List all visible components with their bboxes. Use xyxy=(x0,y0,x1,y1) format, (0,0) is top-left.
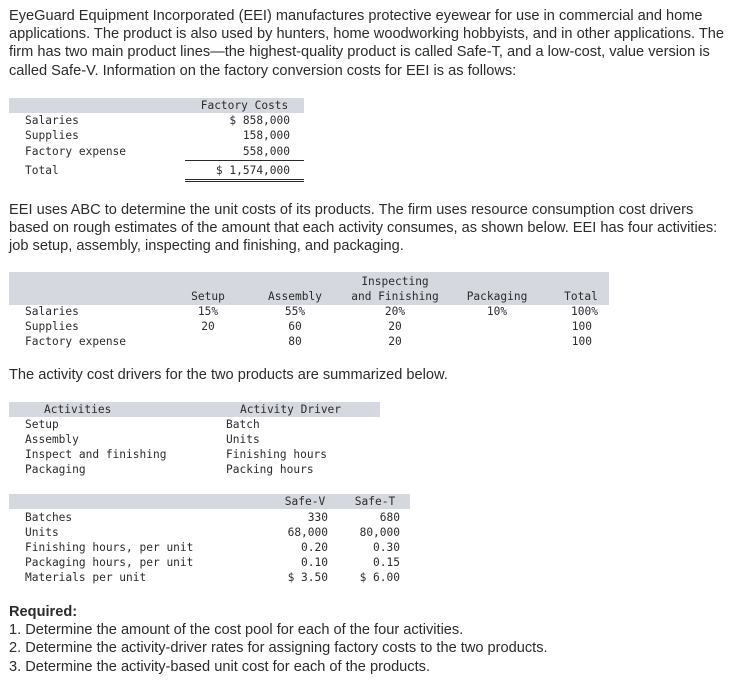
cell-safe-v: $ 3.50 xyxy=(287,571,328,584)
row-label: Factory expense xyxy=(25,335,127,348)
col-header-driver: Activity Driver xyxy=(240,403,342,416)
required-title: Required: xyxy=(9,604,78,620)
cell-inspecting: 20 xyxy=(388,320,402,333)
col-header-assembly: Assembly xyxy=(268,290,322,303)
row-label: Packaging hours, per unit xyxy=(25,556,194,569)
cell-inspecting: 20% xyxy=(384,305,406,318)
required-item: 1. Determine the amount of the cost pool for each of the four activities. xyxy=(9,622,464,639)
cell-total: 100 xyxy=(571,335,592,348)
col-header-finishing: and Finishing xyxy=(351,290,439,303)
activity-name: Packaging xyxy=(25,463,86,476)
cell-assembly: 55% xyxy=(284,305,306,318)
row-value: 158,000 xyxy=(242,129,290,142)
cell-safe-v: 0.20 xyxy=(301,541,328,554)
drivers-paragraph: The activity cost drivers for the two products are summarized below. xyxy=(9,367,448,383)
cell-assembly: 60 xyxy=(288,320,302,333)
cell-safe-t: $ 6.00 xyxy=(359,571,400,584)
col-header-total: Total xyxy=(564,290,598,303)
cell-safe-v: 330 xyxy=(307,511,328,524)
row-label: Batches xyxy=(25,511,73,524)
cell-safe-t: 680 xyxy=(379,511,400,524)
total-rule xyxy=(185,160,304,161)
intro-paragraph: EyeGuard Equipment Incorporated (EEI) manufactures protective eyewear for use in commercial and home applications. The product is also used by hunters, home woodworking hobbyists, and in other applications. The firm has two main product lines—the highest-quality product is called Safe-T, and a low-cost, value version is called Safe-V. Information on the factory conversion costs for EEI is as follows: xyxy=(9,8,724,79)
required-item: 3. Determine the activity-based unit cost for each of the products. xyxy=(9,658,431,675)
row-value: $ 858,000 xyxy=(229,114,290,127)
row-label: Finishing hours, per unit xyxy=(25,541,194,554)
col-header-activities: Activities xyxy=(44,403,112,416)
total-label: Total xyxy=(25,164,59,177)
double-rule-bottom xyxy=(185,181,304,182)
activity-driver: Finishing hours xyxy=(226,448,328,461)
row-label: Salaries xyxy=(25,114,79,127)
row-label: Materials per unit xyxy=(25,571,147,584)
cell-total: 100 xyxy=(571,320,592,333)
cell-safe-t: 0.15 xyxy=(373,556,400,569)
cell-safe-t: 80,000 xyxy=(359,526,400,539)
double-rule-top xyxy=(185,179,304,180)
activity-name: Inspect and finishing xyxy=(25,448,167,461)
activity-driver: Batch xyxy=(226,418,260,431)
row-label: Salaries xyxy=(25,305,79,318)
required-section xyxy=(9,603,731,676)
col-header-setup: Setup xyxy=(191,290,225,303)
activity-driver: Units xyxy=(226,433,260,446)
col-header-safe-t: Safe-T xyxy=(354,495,396,508)
col-header-inspecting: Inspecting xyxy=(361,275,429,288)
row-label: Supplies xyxy=(25,129,79,142)
col-header-safe-v: Safe-V xyxy=(284,495,326,508)
activity-name: Assembly xyxy=(25,433,79,446)
row-label: Supplies xyxy=(25,320,79,333)
cell-setup: 20 xyxy=(201,320,215,333)
cell-assembly: 80 xyxy=(288,335,302,348)
cell-total: 100% xyxy=(571,305,598,318)
cell-inspecting: 20 xyxy=(388,335,402,348)
factory-costs-header: Factory Costs xyxy=(200,99,289,112)
abc-paragraph: EEI uses ABC to determine the unit costs of its products. The firm uses resource consumption cost drivers based on rough estimates of the amount that each activity consumes, as shown below. EEI has four activities: job setup, assembly, inspecting and finishing, and packaging. xyxy=(9,202,718,255)
activity-driver: Packing hours xyxy=(226,463,314,476)
cell-packaging: 10% xyxy=(486,305,508,318)
cell-safe-v: 0.10 xyxy=(301,556,328,569)
row-value: 558,000 xyxy=(242,145,290,158)
activity-name: Setup xyxy=(25,418,59,431)
required-item: 2. Determine the activity-driver rates for assigning factory costs to the two products. xyxy=(9,640,548,657)
row-label: Units xyxy=(25,526,59,539)
row-label: Factory expense xyxy=(25,145,127,158)
col-header-packaging: Packaging xyxy=(466,290,528,303)
cell-safe-v: 68,000 xyxy=(287,526,328,539)
cell-safe-t: 0.30 xyxy=(373,541,400,554)
cell-setup: 15% xyxy=(197,305,219,318)
total-value: $ 1,574,000 xyxy=(215,164,290,177)
